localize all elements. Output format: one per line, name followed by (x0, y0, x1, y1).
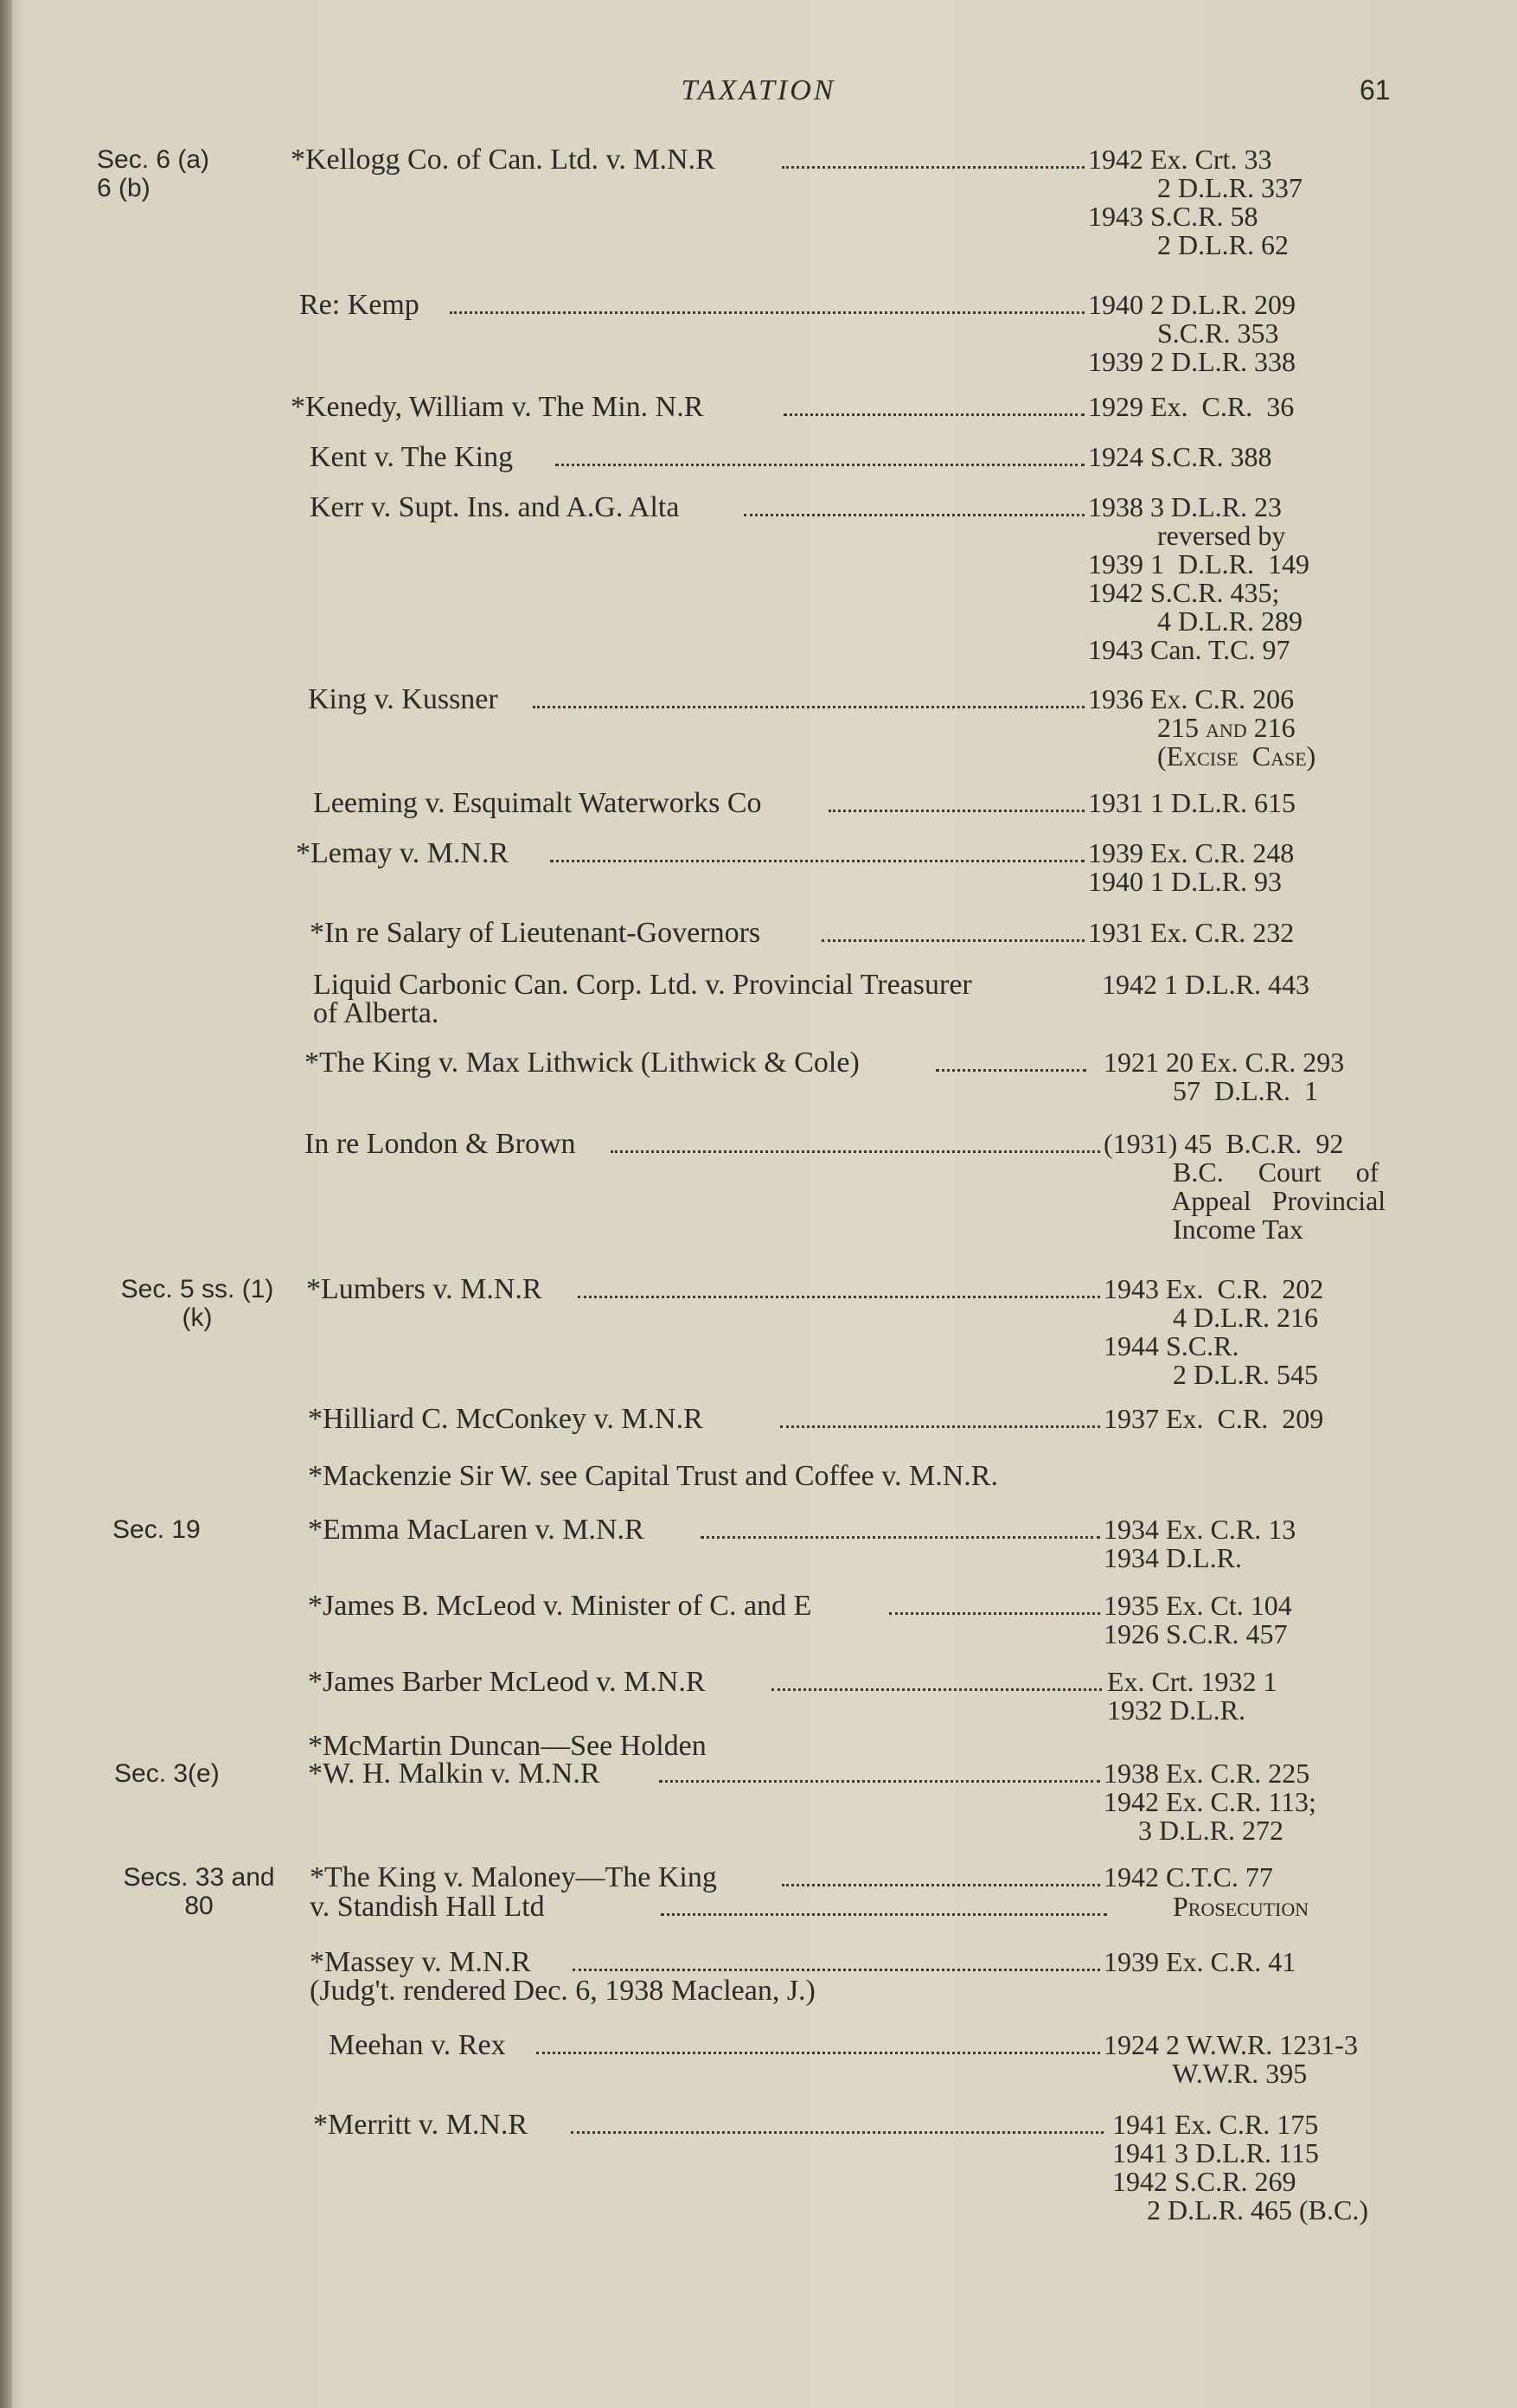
citation: 1929 Ex. C.R. 36 (1088, 391, 1295, 422)
citation: 1942 Ex. Crt. 33 2 D.L.R. 337 1943 S.C.R. 58 2 D.L.R. 62 (1088, 144, 1303, 260)
citation: 1942 1 D.L.R. 443 (1102, 969, 1309, 1000)
dot-leader (450, 310, 1085, 314)
citation: Ex. Crt. 1932 1 1932 D.L.R. (1107, 1666, 1277, 1726)
dot-leader (659, 1778, 1100, 1783)
case-name: *In re Salary of Lieutenant-Governors (310, 917, 761, 949)
running-header-title: TAXATION (681, 74, 836, 106)
citation: 1938 Ex. C.R. 225 1942 Ex. C.R. 113; 3 D.L.R. 272 (1104, 1758, 1316, 1846)
citation: 1921 20 Ex. C.R. 293 57 D.L.R. 1 (1104, 1047, 1345, 1106)
case-name: *James Barber McLeod v. M.N.R (308, 1666, 706, 1698)
dot-leader (573, 1967, 1100, 1971)
section-reference: Sec. 19 (112, 1515, 201, 1544)
citation: 1943 Ex. C.R. 202 4 D.L.R. 216 1944 S.C.R. 2 D.L.R. 545 (1104, 1273, 1324, 1390)
citation: 1934 Ex. C.R. 13 1934 D.L.R. (1104, 1514, 1296, 1573)
dot-leader (771, 1687, 1102, 1691)
dot-leader (889, 1611, 1100, 1615)
citation: (1931) 45 B.C.R. 92 B.C. Court of Appeal Provincial Income Tax (1104, 1128, 1386, 1245)
dot-leader (784, 412, 1085, 416)
dot-leader (829, 808, 1085, 812)
citation: 1939 Ex. C.R. 248 1940 1 D.L.R. 93 (1088, 837, 1295, 897)
case-name: Kerr v. Supt. Ins. and A.G. Alta (310, 491, 680, 523)
dot-leader (936, 1067, 1086, 1072)
citation: 1941 Ex. C.R. 175 1941 3 D.L.R. 115 1942 S.C.R. 269 2 D.L.R. 465 (B.C.) (1112, 2109, 1368, 2225)
case-name: *The King v. Max Lithwick (Lithwick & Cole) (304, 1047, 860, 1079)
case-name: *Emma MacLaren v. M.N.R (308, 1514, 644, 1546)
case-name: *Mackenzie Sir W. see Capital Trust and Coffee v. M.N.R. (308, 1460, 998, 1492)
dot-leader (555, 462, 1085, 466)
dot-leader (782, 1882, 1100, 1886)
case-name: Leeming v. Esquimalt Waterworks Co (313, 787, 762, 819)
dot-leader (571, 2129, 1104, 2134)
citation: 1937 Ex. C.R. 209 (1104, 1403, 1324, 1434)
case-name: *Hilliard C. McConkey v. M.N.R (308, 1403, 703, 1435)
case-name: *James B. McLeod v. Minister of C. and E (308, 1590, 812, 1622)
case-name: *The King v. Maloney—The King (310, 1861, 717, 1893)
citation: Prosecution (1104, 1891, 1309, 1922)
dot-leader (661, 1912, 1107, 1916)
section-reference: Sec. 5 ss. (1) (k) (120, 1275, 274, 1332)
dot-leader (533, 704, 1085, 708)
citation: 1939 Ex. C.R. 41 (1104, 1946, 1296, 1977)
citation: 1935 Ex. Ct. 104 1926 S.C.R. 457 (1104, 1590, 1292, 1649)
citation: 1936 Ex. C.R. 206 215 and 216 (Excise Case) (1088, 683, 1316, 772)
case-name: In re London & Brown (304, 1128, 576, 1160)
book-spine-shadow (0, 0, 12, 2408)
section-reference: Sec. 6 (a) 6 (b) (97, 145, 210, 202)
section-reference: Sec. 3(e) (114, 1759, 220, 1788)
page-number: 61 (1360, 74, 1391, 106)
case-name: Kent v. The King (310, 441, 514, 473)
dot-leader (611, 1149, 1100, 1153)
dot-leader (744, 512, 1085, 516)
citation: 1924 S.C.R. 388 (1088, 441, 1272, 472)
citation: 1931 Ex. C.R. 232 (1088, 917, 1295, 948)
case-name: *Lumbers v. M.N.R (306, 1273, 542, 1305)
case-name: *McMartin Duncan—See Holden (308, 1730, 707, 1762)
citation: 1931 1 D.L.R. 615 (1088, 787, 1296, 818)
case-name: Liquid Carbonic Can. Corp. Ltd. v. Provincial Treasurer of Alberta. (313, 969, 972, 1029)
case-name: *Massey v. M.N.R (Judg't. rendered Dec. 6, 1938 Maclean, J.) (310, 1946, 816, 2007)
citation: 1940 2 D.L.R. 209 S.C.R. 353 1939 2 D.L.R. 338 (1088, 289, 1296, 377)
citation: 1942 C.T.C. 77 (1104, 1861, 1273, 1892)
section-reference: Secs. 33 and 80 (123, 1863, 275, 1920)
case-name: Meehan v. Rex (329, 2029, 506, 2061)
citation: 1938 3 D.L.R. 23 reversed by 1939 1 D.L.R. 149 1942 S.C.R. 435; 4 D.L.R. 289 1943 Can. T.C. 97 (1088, 491, 1309, 665)
dot-leader (701, 1534, 1100, 1539)
dot-leader (550, 858, 1085, 862)
case-name: King v. Kussner (308, 683, 498, 715)
dot-leader (536, 2050, 1100, 2054)
case-name: *Kellogg Co. of Can. Ltd. v. M.N.R (291, 144, 715, 176)
case-name: *W. H. Malkin v. M.N.R (308, 1758, 600, 1790)
dot-leader (782, 164, 1085, 169)
dot-leader (780, 1424, 1100, 1428)
dot-leader (578, 1294, 1100, 1298)
case-name: v. Standish Hall Ltd (310, 1891, 545, 1923)
case-name: *Kenedy, William v. The Min. N.R (291, 391, 704, 423)
case-name: *Merritt v. M.N.R (313, 2109, 528, 2141)
case-name: Re: Kemp (299, 289, 419, 321)
case-name: *Lemay v. M.N.R (296, 837, 509, 869)
citation: 1924 2 W.W.R. 1231-3 W.W.R. 395 (1104, 2029, 1358, 2089)
dot-leader (822, 938, 1085, 942)
